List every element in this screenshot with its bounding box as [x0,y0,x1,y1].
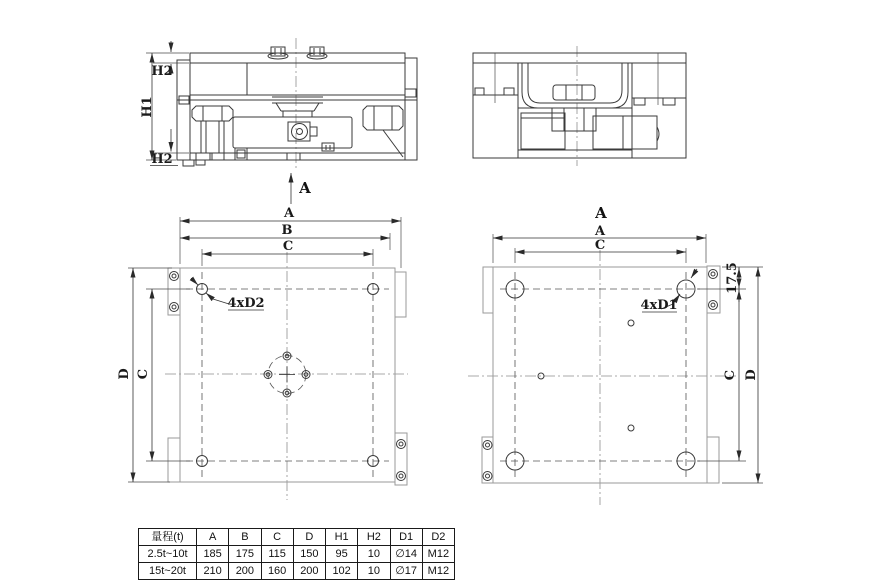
side-view-dimensions [140,41,311,204]
table-header: D [293,529,325,546]
side-view [177,38,417,168]
right-support [363,106,403,157]
small-hole [628,320,634,326]
dim-label-b: B [281,223,293,238]
table-cell: 10 [358,546,390,563]
load-cell-body [233,117,352,151]
dim-label-17-5: 17.5 [725,262,740,294]
corner-tab [482,437,493,483]
table-header: D2 [422,529,454,546]
table-header: C [261,529,293,546]
cavity-inner [528,63,622,103]
upper-nut [553,85,595,100]
dim-label-c: C [282,239,294,254]
dim-label-d-vertical: D [744,369,759,381]
end-view [473,46,686,166]
table-cell: M12 [422,563,454,580]
hole-callout-4xd1 [640,269,697,313]
dimension-table [138,528,455,580]
table-cell: 2.5t~10t [139,546,197,563]
table-header: B [229,529,261,546]
table-row [139,546,455,563]
table-cell: ∅14 [390,546,422,563]
corner-tab [168,438,180,482]
dim-label-c-vertical: C [136,368,151,380]
top-bolt-left [268,47,288,59]
table-cell: 115 [261,546,293,563]
table-header: A [197,529,229,546]
table-cell: 15t~20t [139,563,197,580]
load-button [270,97,325,117]
table-cell: 185 [197,546,229,563]
dim-label-c-vertical: C [723,369,738,381]
dim-label-h2-bottom: H2 [151,152,173,167]
bottom-view [468,250,736,505]
table-cell: ∅17 [390,563,422,580]
table-header: D1 [390,529,422,546]
corner-tab [707,437,719,483]
table-cell: 200 [229,563,261,580]
table-header-capacity: 量程(t) [139,529,197,546]
corner-tab [395,272,406,317]
dim-label-h2-top: H2 [151,64,173,79]
table-header: H2 [358,529,390,546]
dim-label-a: A [594,224,606,239]
table-cell: 160 [261,563,293,580]
table-cell: 200 [293,563,325,580]
view-arrow-label-a: A [299,179,311,197]
table-cell: 10 [358,563,390,580]
table-cell: M12 [422,546,454,563]
table-header-row [139,529,455,546]
table-cell: 95 [326,546,358,563]
svg-text:4xD1: 4xD1 [640,298,678,313]
top-bolt-right [307,47,327,59]
dim-label-h1: H1 [140,96,155,118]
dim-label-c: C [594,238,606,253]
table-header: H1 [326,529,358,546]
dim-label-d-vertical: D [117,368,132,380]
view-label-a: A [595,204,607,222]
table-row [139,563,455,580]
svg-text:4xD2: 4xD2 [227,296,265,311]
table-cell: 210 [197,563,229,580]
bottom-view-dimensions [493,204,763,483]
table-cell: 175 [229,546,261,563]
corner-tab [483,267,493,313]
table-cell: 102 [326,563,358,580]
small-hole [628,425,634,431]
lower-nut [552,108,596,131]
top-plate [180,268,395,482]
top-view [165,252,408,500]
table-cell: 150 [293,546,325,563]
top-view-dimensions [117,206,401,482]
dim-label-a: A [283,206,295,221]
